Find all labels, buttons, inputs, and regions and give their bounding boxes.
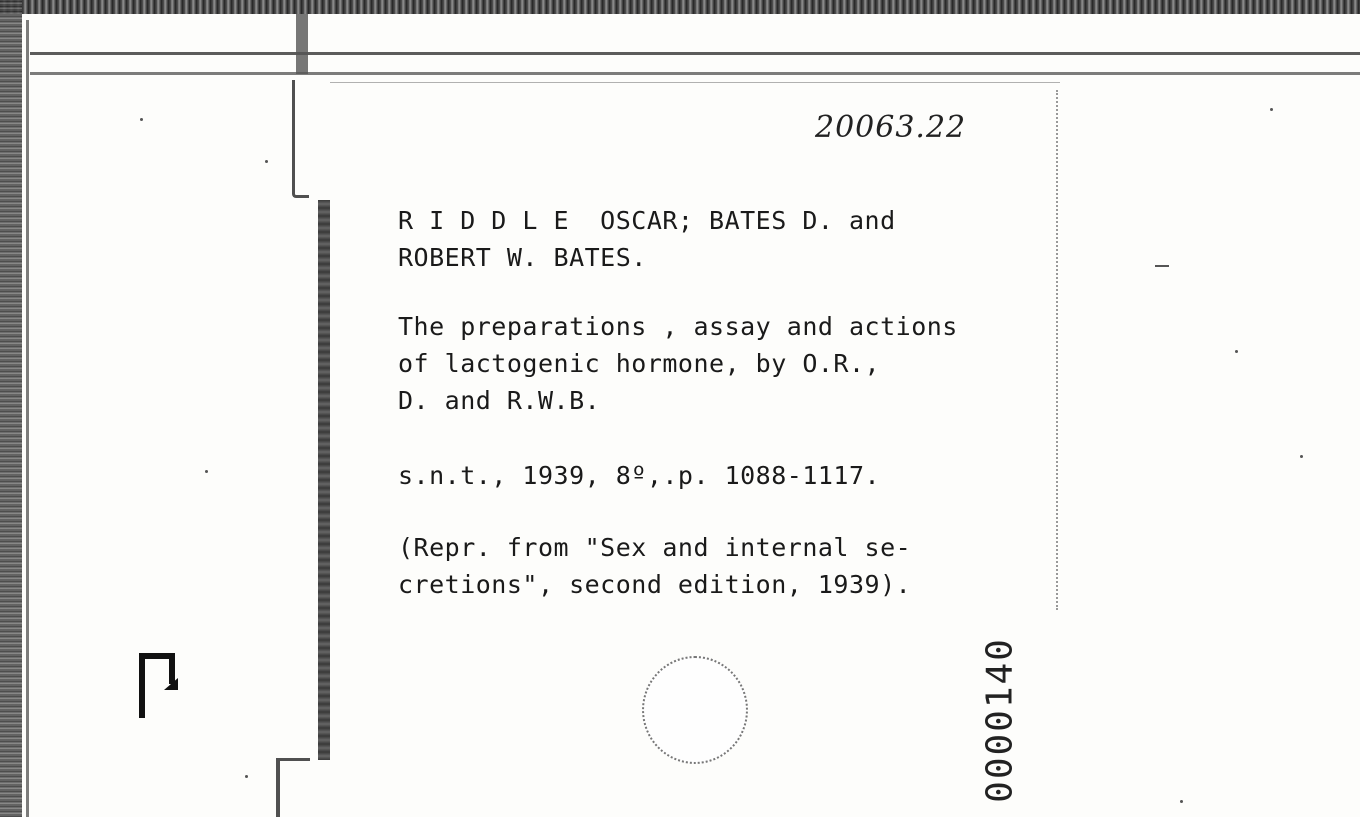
card-top-edge (330, 82, 1060, 83)
speck (1300, 455, 1303, 458)
speck (1235, 350, 1238, 353)
speck (140, 118, 143, 121)
punch-hole (642, 656, 748, 764)
corner-bracket-mark (138, 650, 178, 720)
divider-tab-post (296, 14, 308, 74)
scan-top-border (0, 0, 1360, 14)
divider-tab-edge (292, 80, 309, 198)
divider-tab-foot (276, 758, 310, 817)
card-top-rule (30, 52, 1360, 55)
speck (205, 470, 208, 473)
speck (245, 775, 248, 778)
reprint-note: (Repr. from "Sex and internal se- cretions", second edition, 1939). (398, 533, 912, 599)
imprint-line: s.n.t., 1939, 8º,.p. 1088-1117. (398, 461, 881, 490)
accession-number: 20063.22 (815, 110, 967, 145)
speck (1155, 265, 1169, 267)
card-right-edge (1056, 90, 1059, 610)
scan-left-border (0, 0, 22, 817)
film-frame-number: 0000140 (979, 637, 1021, 803)
speck (1270, 108, 1273, 111)
author-heading: R I D D L E OSCAR; BATES D. and ROBERT W. BATES. (398, 206, 896, 272)
divider-card-edge (318, 200, 330, 760)
speck (1180, 800, 1183, 803)
drawer-rail (26, 20, 29, 817)
speck (265, 160, 268, 163)
title-statement: The preparations , assay and actions of lactogenic hormone, by O.R., D. and R.W.B. (398, 312, 958, 415)
card-top-rule-lower (30, 72, 1360, 75)
